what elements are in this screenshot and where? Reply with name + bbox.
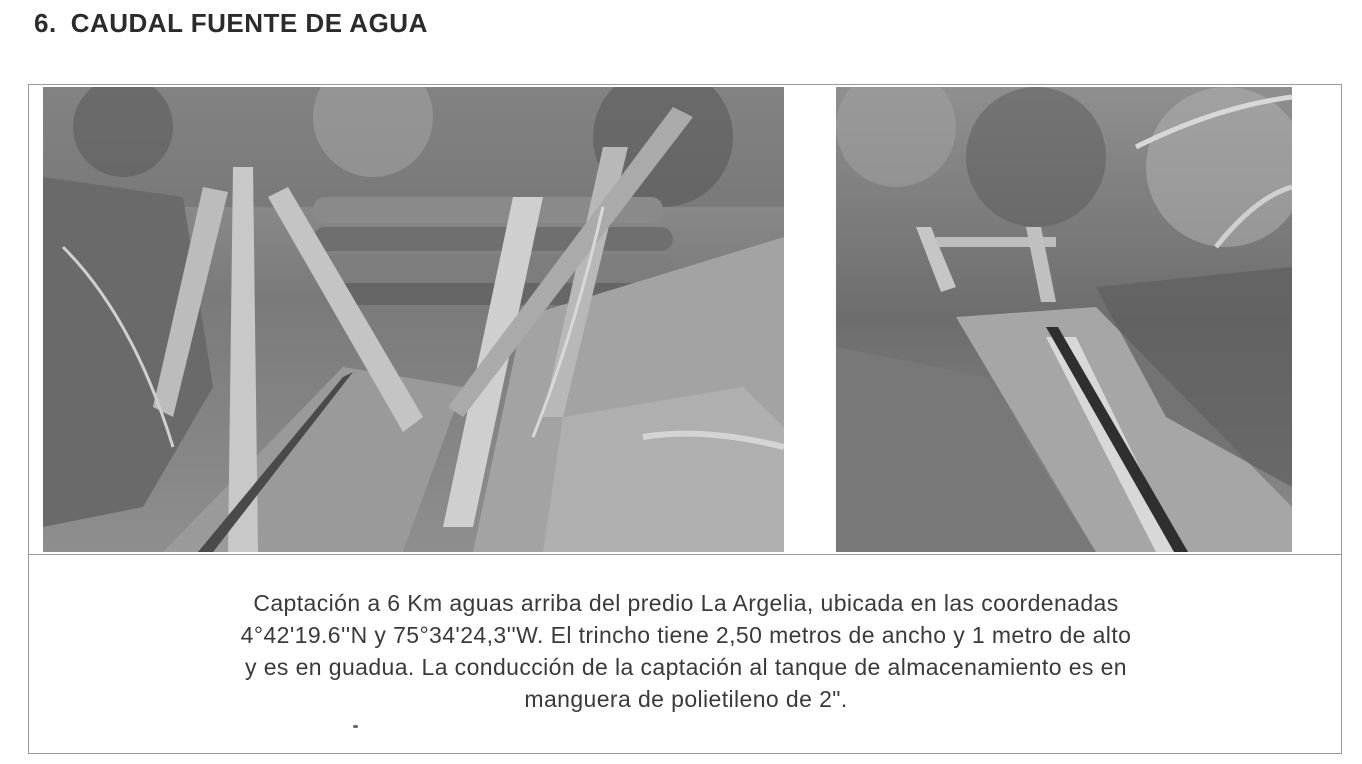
forest-stream-water-intake-photo-icon — [43, 87, 784, 552]
caption-line: Captación a 6 Km aguas arriba del predio La Argelia, ubicada en las coordenadas — [253, 590, 1119, 616]
caption-line: 4°42'19.6''N y 75°34'24,3''W. El trincho tiene 2,50 metros de ancho y 1 metro de alto — [240, 622, 1132, 648]
scan-speck — [353, 725, 358, 728]
photo-row — [29, 85, 1341, 555]
caption-line: manguera de polietileno de 2". — [524, 686, 848, 712]
section-number: 6. — [34, 8, 57, 38]
photo-table — [28, 84, 1342, 754]
stream-channel-photo — [836, 87, 1292, 552]
water-intake-photo — [43, 87, 784, 552]
caption-line: y es en guadua. La conducción de la captación al tanque de almacenamiento es en — [245, 654, 1127, 680]
section-heading — [34, 8, 428, 39]
section-title: CAUDAL FUENTE DE AGUA — [70, 8, 428, 38]
stream-channel-hose-photo-icon — [836, 87, 1292, 552]
photo-caption — [49, 587, 1323, 715]
